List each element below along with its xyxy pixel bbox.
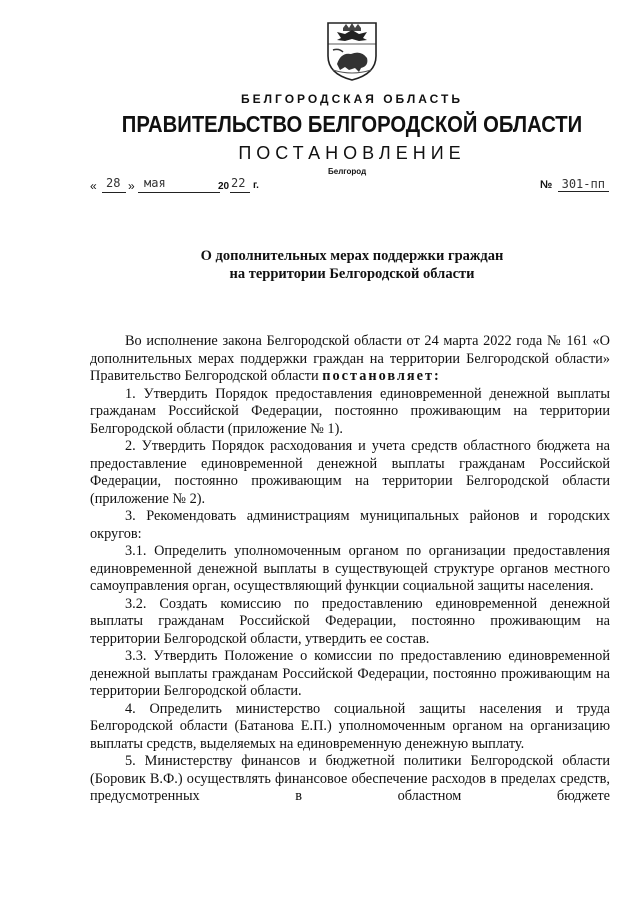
- paragraph-2: 2. Утвердить Порядок расходования и учета средств областного бюджета на предоставление единовременной денежной выплаты гражданам Российской Федерации, постоянно проживающим на территории Белгородской области (приложение № 2).: [90, 438, 610, 507]
- government-name: ПРАВИТЕЛЬСТВО БЕЛГОРОДСКОЙ ОБЛАСТИ: [121, 111, 583, 137]
- coat-of-arms-emblem: [325, 20, 379, 82]
- date-year-prefix: 20: [218, 181, 230, 192]
- date-year-underline: [230, 192, 250, 193]
- city-name: Белгород: [328, 167, 367, 176]
- document-title: [0, 247, 640, 283]
- paragraph-3-3: 3.3. Утвердить Положение о комиссии по предоставлению единовременной денежной выплаты гражданам Российской Федерации, постоянно проживающим на территории Белгородской области.: [90, 648, 610, 699]
- paragraph-3-1: 3.1. Определить уполномоченным органом по организации предоставления единовременной денежной выплаты в существующей структуре органов местного самоуправления орган, осуществляющий функции социальной защиты населения.: [90, 543, 610, 594]
- paragraph-preamble: [90, 333, 610, 386]
- date-year-suffix: 22: [231, 176, 246, 190]
- date-month: мая: [144, 176, 166, 190]
- preamble-text: Во исполнение закона Белгородской области от 24 марта 2022 года № 161 «О дополнительных мерах поддержки граждан на территории Белгородской области» Правительство Белгородской области: [90, 333, 610, 384]
- number-sign: №: [540, 179, 553, 191]
- date-day: 28: [106, 176, 121, 190]
- date-year-unit: г.: [253, 180, 259, 191]
- document-body: [90, 333, 610, 806]
- paragraph-4: 4. Определить министерство социальной защиты населения и труда Белгородской области (Батанова Е.П.) уполномоченным органом на организацию выплаты средств, выделяемых на единовременную денежную выплату.: [90, 700, 610, 752]
- date-month-underline: [138, 192, 220, 193]
- date-day-underline: [102, 192, 126, 193]
- date-open-quote: «: [90, 179, 97, 193]
- number-value: 301-пп: [558, 177, 609, 192]
- document-type: ПОСТАНОВЛЕНИЕ: [238, 143, 466, 163]
- paragraph-3: 3. Рекомендовать администрациям муниципальных районов и городских округов:: [90, 508, 610, 542]
- title-line-1: О дополнительных мерах поддержки граждан: [200, 248, 504, 264]
- paragraph-3-2: 3.2. Создать комиссию по предоставлению единовременной денежной выплаты гражданам Российской Федерации, постоянно проживающим на территории Белгородской области, утвердить ее состав.: [90, 595, 610, 647]
- paragraph-1: 1. Утвердить Порядок предоставления единовременной денежной выплаты гражданам Российской Федерации, постоянно проживающим на территории Белгородской области (приложение № 1).: [90, 385, 610, 437]
- document-number: [540, 177, 609, 191]
- preamble-decree-word: постановляет:: [322, 368, 441, 384]
- date-close-quote: »: [128, 179, 135, 193]
- paragraph-5: 5. Министерству финансов и бюджетной политики Белгородской области (Боровик В.Ф.) осуществлять финансовое обеспечение расходов в пределах средств, предусмотренных в областном бюджете: [90, 753, 610, 804]
- region-name: БЕЛГОРОДСКАЯ ОБЛАСТЬ: [241, 92, 463, 106]
- title-line-2: на территории Белгородской области: [229, 266, 475, 282]
